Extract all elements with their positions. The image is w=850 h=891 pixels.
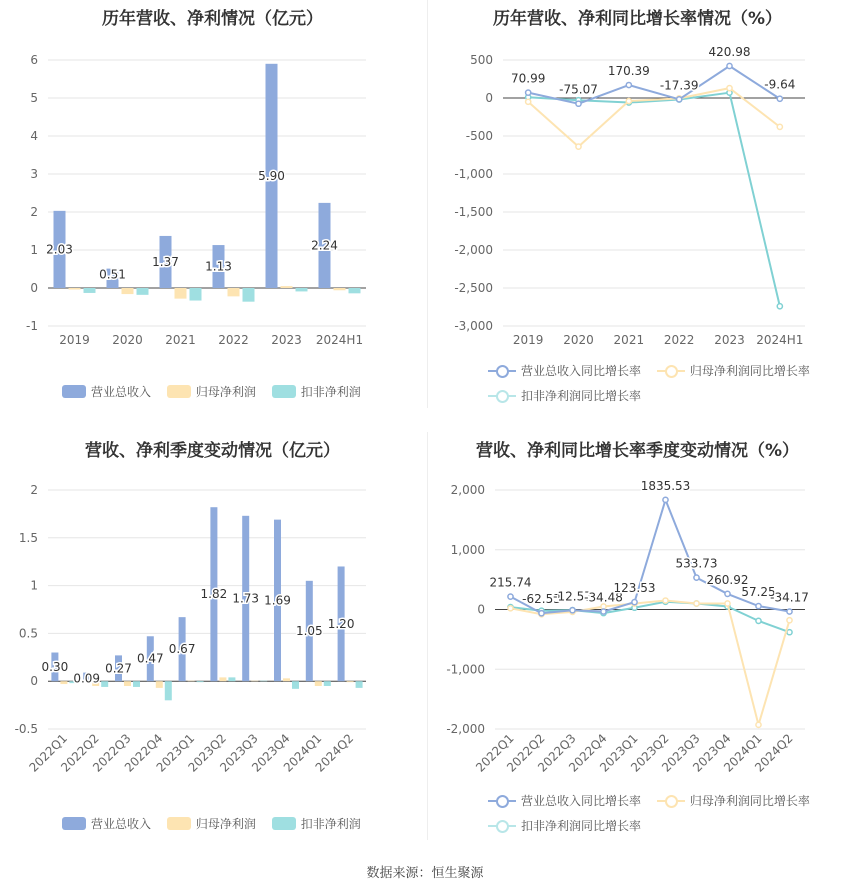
legend-q-deducted-growth[interactable]: [488, 815, 641, 837]
x-tick-label: 2023Q3: [659, 731, 703, 775]
annual-growth-title: 历年营收、净利同比增长率情况（%）: [492, 9, 783, 29]
line-net-growth: [511, 601, 790, 725]
legend-net-profit-swatch: [167, 385, 191, 398]
x-tick-label: 2023: [271, 333, 302, 347]
point-revenue-growth: [508, 594, 513, 599]
x-tick-label: 2023Q3: [217, 731, 261, 775]
data-label-revenue-growth: 420.98: [708, 45, 751, 60]
x-tick-label: 2023Q1: [153, 731, 198, 775]
y-tick-label: 6: [30, 53, 38, 67]
annual-growth-panel: [425, 0, 850, 420]
data-label-revenue-growth: -75.07: [559, 82, 598, 97]
data-label-revenue-growth: 215.74: [489, 575, 532, 590]
point-net-growth: [576, 144, 581, 149]
legend-q-revenue-swatch: [62, 817, 86, 830]
y-tick-label: 0: [477, 602, 485, 617]
point-deducted-growth: [756, 618, 761, 623]
bar-net-profit: [315, 681, 322, 686]
line-deducted-growth: [528, 93, 780, 307]
annual-amount-title: 历年营收、净利情况（亿元）: [102, 9, 323, 29]
y-tick-label: -2,500: [454, 281, 493, 295]
data-label-revenue: 1.82: [200, 587, 228, 602]
quarterly-amount-panel: [0, 432, 425, 852]
point-deducted-growth: [787, 630, 792, 635]
x-tick-label: 2023Q1: [597, 731, 641, 775]
y-tick-label: 5: [30, 91, 38, 105]
y-tick-label: 2: [30, 483, 38, 497]
point-net-growth: [663, 598, 668, 603]
y-tick-label: 500: [470, 53, 493, 67]
quarterly-growth-chart: [425, 432, 850, 852]
data-label-revenue-growth: 123.53: [613, 581, 656, 596]
bar-net-profit: [334, 288, 346, 290]
x-tick-label: 2022Q1: [473, 731, 517, 775]
x-tick-label: 2021: [165, 333, 196, 347]
bar-deducted-profit: [197, 681, 204, 682]
bar-deducted-profit: [296, 288, 308, 291]
x-tick-label: 2022Q3: [535, 731, 579, 775]
point-revenue-growth: [787, 609, 792, 614]
y-tick-label: -2,000: [454, 243, 493, 257]
y-tick-label: 0: [485, 91, 493, 105]
bar-deducted-profit: [260, 681, 267, 682]
data-label-revenue: 1.05: [295, 624, 323, 639]
point-revenue-growth: [727, 63, 732, 68]
x-tick-label: 2022Q4: [121, 731, 166, 775]
x-tick-label: 2020: [563, 333, 594, 347]
bar-deducted-profit: [243, 288, 255, 302]
legend-q-revenue-growth-label: 营业总收入同比增长率: [521, 794, 642, 808]
legend-revenue-growth-symbol: [488, 364, 516, 378]
data-label-revenue: 2.03: [46, 242, 73, 257]
legend-q-deducted-profit-swatch: [272, 817, 296, 830]
x-tick-label: 2022Q2: [504, 731, 548, 775]
x-tick-label: 2022Q4: [566, 731, 610, 775]
point-revenue-growth: [539, 611, 544, 616]
bar-deducted-profit: [349, 288, 361, 293]
bar-deducted-profit: [292, 681, 299, 689]
x-tick-label: 2022Q3: [90, 731, 134, 775]
y-tick-label: 1: [30, 578, 38, 593]
annual-amount-legend: [62, 383, 373, 401]
x-tick-label: 2024H1: [756, 333, 804, 347]
legend-deducted-growth-symbol: [488, 389, 516, 403]
data-label-revenue: 1.37: [152, 254, 179, 269]
data-label-revenue-growth: 1835.53: [640, 478, 691, 493]
data-label-revenue-growth: -12.57: [553, 589, 592, 604]
legend-deducted-profit-swatch: [272, 385, 296, 398]
data-label-revenue: 0.67: [168, 642, 196, 657]
bar-net-profit: [219, 677, 226, 681]
legend-revenue-growth-label: 营业总收入同比增长率: [521, 364, 642, 378]
y-tick-label: 1,000: [450, 542, 485, 557]
data-label-revenue-growth: -9.64: [764, 77, 796, 92]
x-tick-label: 2022: [218, 333, 249, 347]
x-tick-label: 2022Q2: [58, 731, 102, 775]
bar-net-profit: [69, 288, 81, 290]
y-tick-label: -1,000: [446, 662, 485, 677]
data-source: 数据来源：恒生聚源: [366, 866, 484, 881]
data-label-revenue: 0.27: [105, 661, 132, 676]
x-tick-label: 2024Q1: [721, 731, 765, 775]
data-label-revenue: 1.69: [264, 593, 291, 608]
bar-deducted-profit: [101, 681, 108, 687]
legend-q-deducted-growth-label: 扣非净利润同比增长率: [521, 819, 642, 833]
legend-q-net-growth-symbol: [657, 794, 685, 808]
legend-deducted-growth[interactable]: [488, 385, 641, 407]
legend-net-growth-symbol: [657, 364, 685, 378]
legend-q-net-growth[interactable]: [657, 790, 810, 812]
x-tick-label: 2023: [714, 333, 745, 347]
legend-q-net-profit[interactable]: [167, 815, 256, 832]
y-tick-label: -1,000: [454, 167, 493, 181]
data-label-revenue-growth: -62.53: [522, 592, 561, 607]
x-tick-label: 2019: [59, 333, 90, 347]
annual-amount-chart: [0, 0, 425, 420]
point-revenue-growth: [526, 90, 531, 95]
bar-deducted-profit: [324, 681, 331, 686]
x-tick-label: 2023Q4: [690, 731, 734, 775]
y-tick-label: -2,000: [446, 722, 485, 736]
data-label-revenue-growth: 70.99: [510, 71, 546, 86]
point-net-growth: [756, 722, 761, 727]
bar-net-profit: [156, 681, 163, 688]
quarterly-growth-legend: [488, 790, 848, 840]
point-net-growth: [787, 618, 792, 623]
y-tick-label: 0: [30, 281, 38, 295]
legend-q-revenue[interactable]: [62, 815, 151, 832]
data-label-revenue: 0.09: [73, 671, 101, 686]
x-tick-label: 2022Q1: [26, 731, 71, 775]
point-deducted-growth: [777, 304, 782, 309]
point-revenue-growth: [694, 575, 699, 580]
legend-q-revenue-growth[interactable]: [488, 790, 641, 812]
legend-deducted-profit[interactable]: [272, 383, 361, 400]
quarterly-growth-panel: [425, 432, 850, 852]
legend-q-net-profit-swatch: [167, 817, 191, 830]
bar-deducted-profit: [133, 681, 140, 687]
data-label-revenue: 1.20: [327, 616, 355, 631]
x-tick-label: 2024Q2: [752, 731, 796, 775]
bar-deducted-profit: [228, 677, 235, 681]
point-revenue-growth: [632, 600, 637, 605]
point-revenue-growth: [570, 608, 575, 613]
x-tick-label: 2023Q4: [249, 731, 293, 775]
point-revenue-growth: [601, 609, 606, 614]
data-label-revenue: 0.51: [99, 267, 126, 282]
annual-growth-chart: [425, 0, 850, 420]
bar-net-profit: [347, 681, 354, 682]
data-label-revenue-growth: -34.17: [770, 590, 809, 605]
legend-revenue-swatch: [62, 385, 86, 398]
annual-amount-panel: [0, 0, 425, 420]
data-label-revenue: 0.47: [136, 651, 164, 666]
point-net-growth: [694, 601, 699, 606]
legend-revenue-growth[interactable]: [488, 360, 641, 382]
y-tick-label: 4: [30, 129, 38, 143]
legend-q-deducted-profit[interactable]: [272, 815, 361, 832]
legend-q-deducted-growth-symbol: [488, 819, 516, 833]
bar-net-profit: [283, 678, 290, 681]
quarterly-amount-title: 营收、净利季度变动情况（亿元）: [85, 441, 340, 461]
line-net-growth: [528, 88, 780, 147]
quarterly-amount-legend: [62, 815, 373, 833]
x-tick-label: 2024Q1: [280, 731, 325, 775]
point-revenue-growth: [663, 497, 668, 502]
data-label-revenue-growth: 260.92: [706, 572, 749, 587]
legend-deducted-profit-label: 扣非净利润: [300, 385, 361, 399]
point-net-growth: [777, 124, 782, 129]
point-revenue-growth: [777, 96, 782, 101]
x-tick-label: 2024Q2: [312, 731, 357, 775]
bar-net-profit: [175, 288, 187, 299]
data-label-revenue: 1.73: [232, 591, 260, 606]
data-label-revenue-growth: -34.48: [584, 590, 623, 605]
y-tick-label: 0.5: [18, 626, 38, 641]
bar-deducted-profit: [137, 288, 149, 295]
bar-deducted-profit: [190, 288, 202, 301]
point-net-growth: [508, 606, 513, 611]
y-tick-label: 1: [30, 243, 38, 257]
data-label-revenue: 5.90: [258, 168, 285, 183]
y-tick-label: 1.5: [18, 530, 38, 545]
x-tick-label: 2019: [512, 333, 544, 347]
legend-q-revenue-growth-symbol: [488, 794, 516, 808]
y-tick-label: -1: [26, 319, 38, 333]
bar-net-profit: [188, 681, 195, 682]
data-label-revenue: 1.13: [205, 259, 232, 274]
legend-q-net-growth-label: 归母净利润同比增长率: [689, 794, 810, 808]
data-label-revenue: 2.24: [311, 238, 338, 253]
x-tick-label: 2023Q2: [628, 731, 672, 775]
bar-net-profit: [124, 681, 131, 686]
data-label-revenue-growth: 57.25: [741, 585, 776, 600]
legend-q-deducted-profit-label: 扣非净利润: [300, 817, 361, 831]
quarterly-growth-title: 营收、净利同比增长率季度变动情况（%）: [475, 441, 800, 461]
line-deducted-growth: [511, 602, 790, 632]
point-revenue-growth: [756, 603, 761, 608]
point-revenue-growth: [626, 82, 631, 87]
point-revenue-growth: [677, 97, 682, 102]
legend-revenue[interactable]: [62, 383, 151, 400]
data-label-revenue-growth: 533.73: [675, 556, 718, 571]
y-tick-label: 0: [30, 674, 38, 689]
x-tick-label: 2021: [613, 333, 645, 347]
x-tick-label: 2020: [112, 333, 143, 347]
legend-q-revenue-label: 营业总收入: [91, 817, 152, 831]
point-revenue-growth: [576, 101, 581, 106]
y-tick-label: -500: [465, 129, 493, 143]
bar-net-profit: [60, 681, 67, 684]
legend-net-growth-label: 归母净利润同比增长率: [689, 364, 810, 378]
y-tick-label: 2: [30, 205, 38, 219]
y-tick-label: 2,000: [450, 483, 485, 497]
data-label-revenue: 0.30: [41, 659, 69, 674]
bar-net-profit: [122, 288, 134, 294]
bar-deducted-profit: [165, 681, 172, 700]
point-net-growth: [626, 98, 631, 103]
bar-net-profit: [251, 681, 258, 682]
y-tick-label: -0.5: [14, 722, 38, 736]
x-tick-label: 2022: [663, 333, 695, 347]
legend-revenue-label: 营业总收入: [91, 385, 152, 399]
y-tick-label: -1,500: [454, 205, 493, 219]
bar-deducted-profit: [356, 681, 363, 688]
y-tick-label: -3,000: [454, 319, 493, 333]
point-net-growth: [526, 99, 531, 104]
legend-deducted-growth-label: 扣非净利润同比增长率: [521, 389, 642, 403]
x-tick-label: 2024H1: [315, 333, 364, 347]
y-tick-label: 3: [30, 167, 38, 181]
quarterly-amount-chart: [0, 432, 425, 852]
point-net-growth: [725, 601, 730, 606]
legend-net-profit[interactable]: [167, 383, 256, 400]
bar-deducted-profit: [84, 288, 96, 293]
legend-q-net-profit-label: 归母净利润: [195, 817, 256, 831]
data-label-revenue-growth: -17.39: [659, 78, 699, 93]
bar-net-profit: [281, 286, 293, 288]
data-label-revenue-growth: 170.39: [607, 64, 650, 79]
point-revenue-growth: [725, 591, 730, 596]
x-tick-label: 2023Q2: [185, 731, 230, 775]
legend-net-growth[interactable]: [657, 360, 810, 382]
legend-net-profit-label: 归母净利润: [195, 385, 256, 399]
annual-growth-legend: [488, 360, 848, 410]
bar-net-profit: [228, 288, 240, 296]
point-net-growth: [727, 86, 732, 91]
